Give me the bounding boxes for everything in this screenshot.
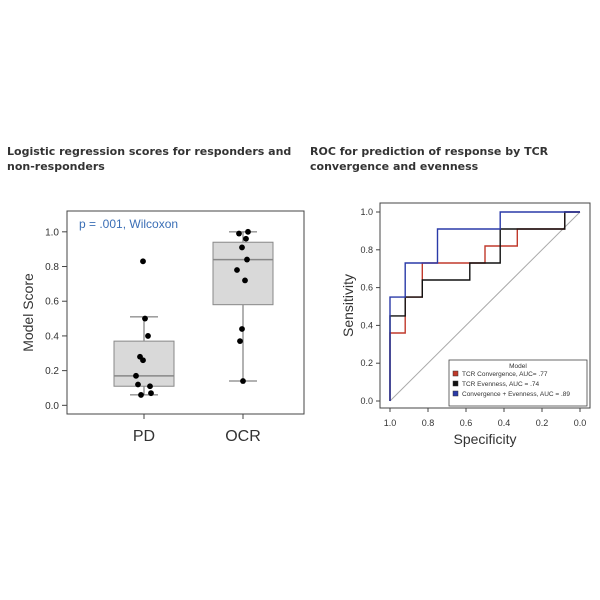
box-ocr <box>213 232 273 381</box>
data-point-pd <box>135 382 141 388</box>
legend-label: TCR Convergence, AUC= .77 <box>462 371 548 378</box>
roc-x-tick-label: 0.2 <box>535 418 549 428</box>
roc-x-tick-label: 0.0 <box>573 418 587 428</box>
boxplot-frame <box>67 211 304 414</box>
y-tick-label: 0.4 <box>45 331 59 343</box>
box-pd <box>114 317 174 395</box>
roc-x-axis-label: Specificity <box>453 431 517 447</box>
y-tick-label: 0.6 <box>45 296 59 308</box>
data-point-ocr <box>242 278 248 284</box>
legend-swatch <box>453 371 458 376</box>
data-point-ocr <box>245 229 251 235</box>
data-point-ocr <box>244 257 250 263</box>
data-point-ocr <box>243 236 249 242</box>
data-point-ocr <box>239 326 245 332</box>
data-point-ocr <box>234 267 240 273</box>
left-chart-title: Logistic regression scores for responders and non-responders <box>7 145 292 173</box>
roc-y-tick-label: 0.2 <box>360 358 373 369</box>
legend-title: Model <box>509 363 527 370</box>
data-point-pd <box>133 373 139 379</box>
roc-x-tick-label: 0.6 <box>459 418 473 428</box>
data-point-pd <box>140 258 146 264</box>
data-point-ocr <box>239 245 245 251</box>
data-point-pd <box>145 333 151 339</box>
data-point-pd <box>140 357 146 363</box>
data-point-ocr <box>236 231 242 237</box>
p-value-annotation: p = .001, Wilcoxon <box>79 217 179 231</box>
legend-swatch <box>453 381 458 386</box>
x-category-label: PD <box>132 428 156 445</box>
roc-y-tick-label: 0.6 <box>360 282 373 293</box>
legend-swatch <box>453 391 458 396</box>
y-tick-label: 1.0 <box>45 227 59 239</box>
roc-y-tick-label: 0.8 <box>360 244 373 255</box>
data-point-pd <box>138 392 144 398</box>
legend-label: TCR Evenness, AUC = .74 <box>462 381 540 388</box>
roc-y-tick-label: 0.0 <box>360 396 373 406</box>
data-point-pd <box>142 316 148 322</box>
roc-x-tick-label: 0.4 <box>497 418 511 428</box>
box-iqr <box>114 341 174 386</box>
roc-y-tick-label: 1.0 <box>360 207 373 217</box>
roc-y-axis-label: Sensitivity <box>340 273 356 338</box>
y-tick-label: 0.0 <box>45 400 59 412</box>
roc-x-tick-label: 1.0 <box>383 418 397 428</box>
data-point-ocr <box>240 378 246 384</box>
roc-y-tick-label: 0.4 <box>360 320 373 331</box>
roc-x-tick-label: 0.8 <box>421 418 435 428</box>
box-iqr <box>213 242 273 304</box>
data-point-ocr <box>237 338 243 344</box>
y-axis-label: Model Score <box>20 273 36 352</box>
y-tick-label: 0.8 <box>45 262 59 274</box>
data-point-pd <box>147 383 153 389</box>
data-point-pd <box>148 390 154 396</box>
legend-label: Convergence + Evenness, AUC = .89 <box>462 391 571 398</box>
right-chart-title: ROC for prediction of response by TCR convergence and evenness <box>310 145 549 173</box>
y-tick-label: 0.2 <box>45 366 59 378</box>
x-category-label: OCR <box>225 428 261 445</box>
